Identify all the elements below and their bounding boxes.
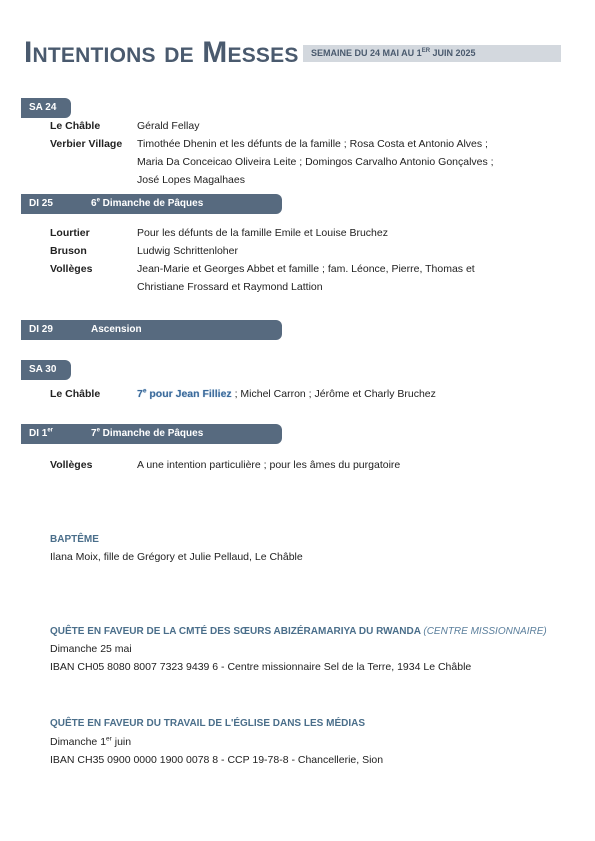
week-text-end: JUIN 2025	[430, 48, 476, 58]
day-tag-label	[29, 428, 53, 439]
mass-intention: Timothée Dhenin et les défunts de la famille ; Rosa Costa et Antonio Alves ;	[137, 138, 488, 150]
feast-number: 6	[91, 198, 97, 209]
bapteme-text: Ilana Moix, fille de Grégory et Julie Pellaud, Le Châble	[50, 551, 303, 563]
quete-date-start: Dimanche 1	[50, 736, 107, 748]
quete-date-end: juin	[111, 736, 132, 748]
mass-intention: Pour les défunts de la famille Emile et Louise Bruchez	[137, 227, 388, 239]
mass-place: Verbier Village	[50, 138, 123, 150]
mass-intention: Maria Da Conceicao Oliveira Leite ; Domingos Carvalho Antonio Gonçalves ;	[137, 156, 494, 168]
day-tag-sa24	[21, 98, 71, 118]
day-tag-di25	[21, 194, 282, 214]
mass-place: Bruson	[50, 245, 87, 257]
section-title-bapteme: BAPTÊME	[50, 534, 99, 545]
quete-date: Dimanche 25 mai	[50, 643, 132, 655]
day-tag-label: DI 29	[29, 324, 53, 335]
quete-title: QUÊTE EN FAVEUR DE LA CMTÉ DES SŒURS ABIZÉRAMARIYA DU RWANDA	[50, 626, 421, 637]
mass-intention: Christiane Frossard et Raymond Lattion	[137, 281, 323, 293]
mass-place: Vollèges	[50, 459, 93, 471]
day-tag-main: DI 1	[29, 428, 48, 439]
day-tag-sa30	[21, 360, 71, 380]
quete-date-sup: er	[106, 735, 112, 743]
day-tag-di29	[21, 320, 282, 340]
feast-label	[91, 424, 203, 444]
highlight-sup: e	[142, 387, 147, 395]
day-tag-di1	[21, 424, 282, 444]
mass-place: Le Châble	[50, 120, 101, 132]
feast-text: Dimanche de Pâques	[99, 428, 204, 439]
mass-intention: Gérald Fellay	[137, 120, 200, 132]
mass-intention: José Lopes Magalhaes	[137, 174, 245, 186]
highlight-intention	[137, 388, 232, 400]
day-tag-sup: er	[47, 427, 54, 434]
mass-place: Vollèges	[50, 263, 93, 275]
feast-sup: e	[96, 197, 100, 204]
mass-intention: A une intention particulière ; pour les âmes du purgatoire	[137, 459, 401, 471]
highlight-number: 7	[137, 388, 143, 400]
quete-date	[50, 733, 131, 751]
quete-subtitle: (CENTRE MISSIONNAIRE)	[423, 626, 547, 637]
mass-place: Le Châble	[50, 388, 101, 400]
day-tag-label: SA 24	[29, 102, 57, 113]
mass-place: Lourtier	[50, 227, 90, 239]
mass-intention	[137, 385, 436, 403]
page-title: Intentions de Messes	[24, 36, 299, 69]
mass-intention: Ludwig Schrittenloher	[137, 245, 238, 257]
feast-sup: e	[96, 427, 100, 434]
week-sup: ER	[421, 48, 431, 54]
week-text-start: SEMAINE DU 24 MAI AU 1	[311, 48, 422, 58]
intention-rest: ; Michel Carron ; Jérôme et Charly Bruchez	[231, 388, 436, 400]
section-title-quete-rwanda	[50, 625, 547, 639]
feast-label	[91, 194, 203, 214]
section-title-quete-medias: QUÊTE EN FAVEUR DU TRAVAIL DE L'ÉGLISE DANS LES MÉDIAS	[50, 718, 365, 729]
week-banner	[303, 45, 561, 62]
feast-number: 7	[91, 428, 97, 439]
highlight-text: pour Jean Filliez	[146, 388, 232, 400]
day-tag-label: SA 30	[29, 364, 57, 375]
feast-text: Dimanche de Pâques	[99, 198, 204, 209]
quete-iban: IBAN CH35 0900 0000 1900 0078 8 - CCP 19-78-8 - Chancellerie, Sion	[50, 754, 384, 766]
feast-text: Ascension	[91, 324, 142, 335]
quete-iban: IBAN CH05 8080 8007 7323 9439 6 - Centre missionnaire Sel de la Terre, 1934 Le Châble	[50, 661, 472, 673]
day-tag-label: DI 25	[29, 198, 53, 209]
mass-intention: Jean-Marie et Georges Abbet et famille ; fam. Léonce, Pierre, Thomas et	[137, 263, 475, 275]
